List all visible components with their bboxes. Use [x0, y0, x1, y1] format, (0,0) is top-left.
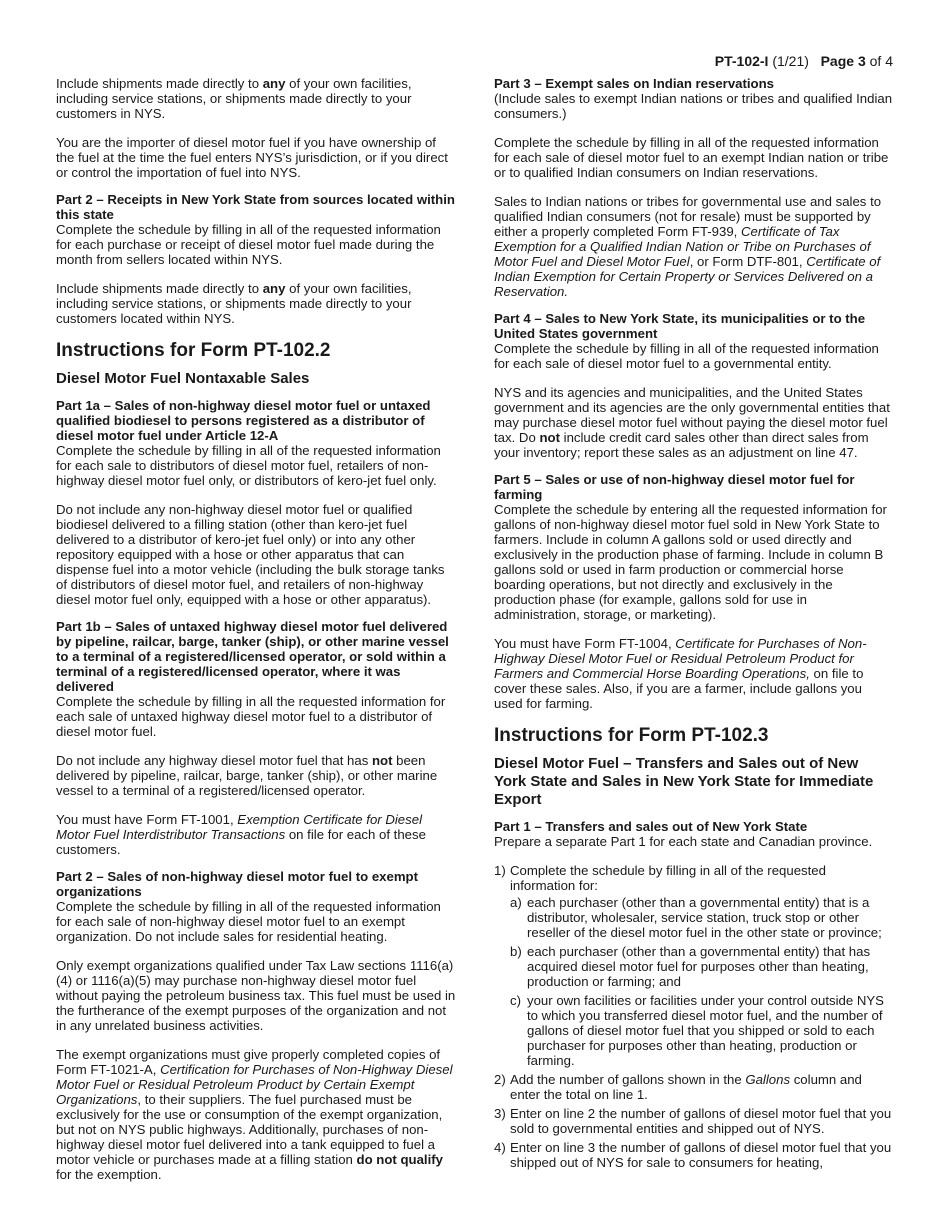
section-heading: Part 1a – Sales of non-highway diesel motor fuel or untaxed qualified biodiesel to persons registered as a distributor of diesel motor fuel under Article 12-A	[56, 398, 431, 443]
sub-list	[510, 895, 894, 1068]
form-instructions-title: Instructions for Form PT-102.3	[494, 725, 769, 746]
paragraph: Complete the schedule by filling in all of the requested information for each sale of diesel motor fuel to a governmental entity.	[494, 341, 879, 371]
form-instructions-subtitle: Diesel Motor Fuel – Transfers and Sales out of New York State and Sales in New York State for Immediate Export	[494, 755, 874, 808]
sub-list-item: c) your own facilities or facilities under your control outside NYS to which you transferred diesel motor fuel, and the number of gallons of diesel motor fuel that you shipped or sold to each purchaser for purposes other than heating, production or farming.	[510, 993, 884, 1068]
section-heading: Part 2 – Sales of non-highway diesel motor fuel to exempt organizations	[56, 869, 418, 899]
section-heading: Part 5 – Sales or use of non-highway diesel motor fuel for farming	[494, 472, 855, 502]
paragraph: Do not include any highway diesel motor fuel that has not been delivered by pipeline, railcar, barge, tanker (ship), or other marine vessel to a terminal of a registered/licensed operator.	[56, 753, 438, 798]
instruction-list	[494, 863, 894, 1170]
page-of: of 4	[865, 53, 893, 69]
list-item: 2) Add the number of gallons shown in the Gallons column and enter the total on line 1.	[494, 1072, 862, 1102]
list-item: 4) Enter on line 3 the number of gallons of diesel motor fuel that you shipped out of NYS for sale to consumers for heating,	[494, 1140, 892, 1170]
paragraph: Include shipments made directly to any of your own facilities, including service stations, or shipments made directly to your customers in NYS.	[56, 76, 412, 121]
paragraph: Include shipments made directly to any of your own facilities, including service stations, or shipments made directly to your customers located within NYS.	[56, 281, 412, 326]
form-number: PT-102-I	[714, 53, 769, 69]
paragraph: NYS and its agencies and municipalities, and the United States government and its agencies are the only governmental entities that may purchase diesel motor fuel without paying the diesel motor fuel tax. Do not include credit card sales other than direct sales from your inventory; report these sales as an adjustment on line 47.	[494, 385, 890, 460]
paragraph: Prepare a separate Part 1 for each state and Canadian province.	[494, 834, 873, 849]
page-header	[715, 53, 893, 69]
paragraph: The exempt organizations must give properly completed copies of Form FT-1021-A, Certification for Purchases of Non-Highway Diesel Motor Fuel or Residual Petroleum Product by Certain Exempt Organizations, to their suppliers. The fuel purchased must be exclusively for the use or consumption of the exempt organization, but not on NYS public highways. Additionally, purchases of non-highway diesel motor fuel delivered into a tank equipped to fuel a motor vehicle or purchases made at a filling station do not qualify for the exemption.	[56, 1047, 453, 1182]
paragraph: Complete the schedule by filling in all of the requested information for each purchase or receipt of diesel motor fuel made during the month from sellers located within NYS.	[56, 222, 441, 267]
paragraph: Only exempt organizations qualified under Tax Law sections 1116(a)(4) or 1116(a)(5) may purchase non-highway diesel motor fuel without paying the petroleum business tax. This fuel must be used in the furtherance of the exempt purposes of the organization and not in any unrelated business activities.	[56, 958, 456, 1033]
paragraph: Do not include any non-highway diesel motor fuel or qualified biodiesel delivered to a filling station (other than kero-jet fuel delivered to a distributor of kero-jet fuel only) or into any other repository equipped with a hose or other apparatus that can dispense fuel into a motor vehicle (including the bulk storage tanks of distributors of diesel motor fuel, and retailers of non-highway diesel motor fuel only, equipped with a hose or other apparatus).	[56, 502, 445, 607]
sub-list-item: a) each purchaser (other than a governmental entity) that is a distributor, wholesaler, service station, truck stop or other reseller of the diesel motor fuel in the other state or province;	[510, 895, 882, 940]
paragraph: You must have Form FT-1001, Exemption Certificate for Diesel Motor Fuel Interdistributor Transactions on file for each of these customers.	[56, 812, 426, 857]
page-number: 3	[857, 53, 866, 69]
section-heading: Part 2 – Receipts in New York State from sources located within this state	[56, 192, 455, 222]
left-column	[56, 76, 456, 1190]
paragraph: (Include sales to exempt Indian nations or tribes and qualified Indian consumers.)	[494, 91, 893, 121]
section-heading: Part 3 – Exempt sales on Indian reservations	[494, 76, 774, 91]
right-column	[494, 76, 894, 1174]
paragraph: Complete the schedule by filling in all of the requested information for each sale of non-highway diesel motor fuel to an exempt organization. Do not include sales for residential heating.	[56, 899, 441, 944]
list-item: 3) Enter on line 2 the number of gallons of diesel motor fuel that you sold to governmental entities and shipped out of NYS.	[494, 1106, 892, 1136]
sub-list-item: b) each purchaser (other than a governmental entity) that has acquired diesel motor fuel for purposes other than heating, production or farming; and	[510, 944, 871, 989]
paragraph: Sales to Indian nations or tribes for governmental use and sales to qualified Indian consumers (not for resale) must be supported by either a properly completed Form FT-939, Certificate of Tax Exemption for a Qualified Indian Nation or Tribe on Purchases of Motor Fuel and Diesel Motor Fuel, or Form DTF-801, Certificate of Indian Exemption for Certain Property or Services Delivered on a Reservation.	[494, 194, 882, 299]
paragraph: Complete the schedule by filling in all of the requested information for each sale of diesel motor fuel to an exempt Indian nation or tribe or to qualified Indian consumers on Indian reservations.	[494, 135, 889, 180]
page-label: Page	[820, 53, 858, 69]
section-heading: Part 1b – Sales of untaxed highway diesel motor fuel delivered by pipeline, railcar, barge, tanker (ship), or other marine vessel to a terminal of a registered/licensed operator, or sold within a terminal of a registered/licensed operator, where it was delivered	[56, 619, 449, 694]
paragraph: Complete the schedule by filling in all the requested information for each sale of untaxed highway diesel motor fuel to a distributor of diesel motor fuel.	[56, 694, 446, 739]
paragraph: Complete the schedule by filling in all of the requested information for each sale to distributors of diesel motor fuel, retailers of non-highway diesel motor fuel only, or distributors of kero-jet fuel only.	[56, 443, 441, 488]
section-heading: Part 1 – Transfers and sales out of New York State	[494, 819, 808, 834]
paragraph: You are the importer of diesel motor fuel if you have ownership of the fuel at the time the fuel enters NYS’s jurisdiction, or if you direct or control the importation of fuel into NYS.	[56, 135, 448, 180]
paragraph: Complete the schedule by entering all the requested information for gallons of non-highway diesel motor fuel sold in New York State to farmers. Include in column A gallons sold or used directly and exclusively in the production phase of farming. Include in column B gallons sold or used in farm production or commercial horse boarding operations, but not directly and exclusively in the production phase (for example, gallons sold for use in administration, storage, or marketing).	[494, 502, 887, 622]
paragraph: You must have Form FT-1004, Certificate for Purchases of Non-Highway Diesel Motor Fuel or Residual Petroleum Product for Farmers and Commercial Horse Boarding Operations, on file to cover these sales. Also, if you are a farmer, include gallons you used for farming.	[494, 636, 867, 711]
section-heading: Part 4 – Sales to New York State, its municipalities or to the United States government	[494, 311, 866, 341]
form-instructions-subtitle: Diesel Motor Fuel Nontaxable Sales	[56, 370, 310, 387]
form-instructions-title: Instructions for Form PT-102.2	[56, 340, 331, 361]
list-item: 1) Complete the schedule by filling in all of the requested information for: a) each purchaser (other than a governmental entity) that is a distributor, wholesaler, service station, truck stop or other reseller of the diesel motor fuel in the other state or province; b) each purchaser (other than a governmental entity) that has acquired diesel motor fuel for purposes other than heating, production or farming; and c) your own facilities or facilities under your control outside NYS to which you transferred diesel motor fuel, and the number of gallons of diesel motor fuel that you shipped or sold to each purchaser for purposes other than heating, production or farming.	[494, 863, 894, 1068]
form-date: (1/21)	[768, 53, 809, 69]
